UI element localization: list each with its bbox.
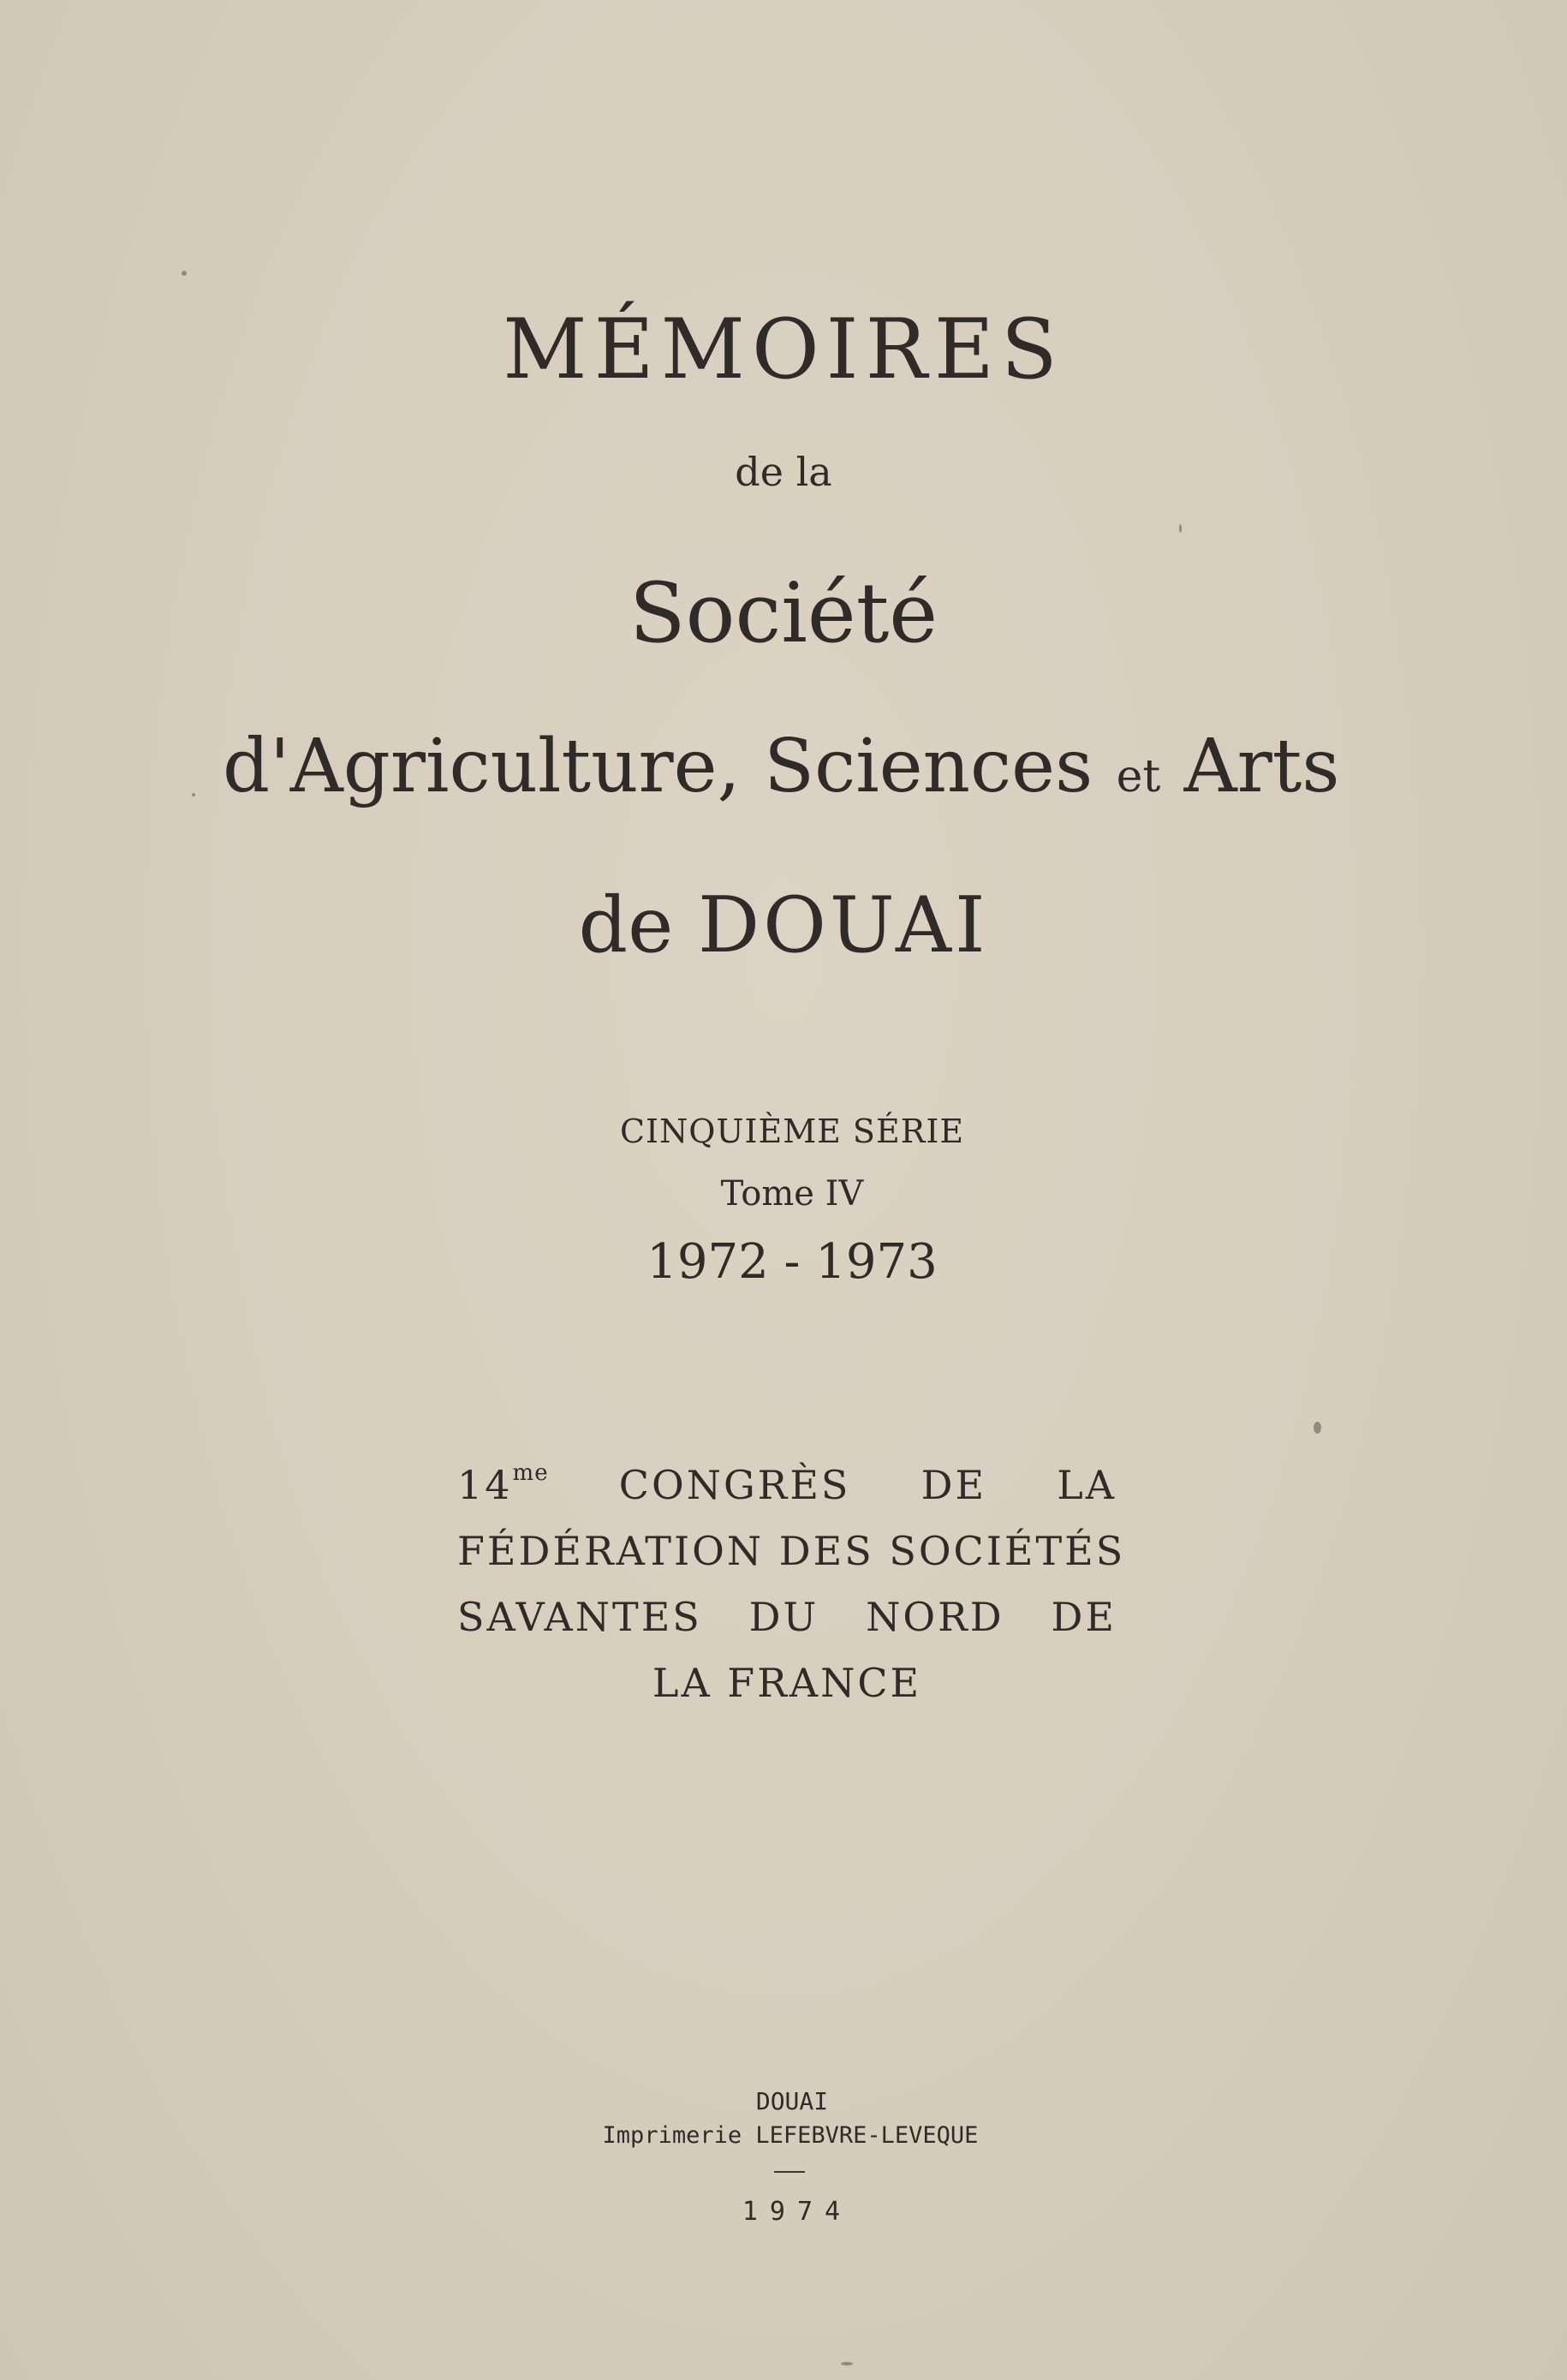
paper-speck <box>841 2362 853 2365</box>
society-fields <box>223 724 1370 809</box>
city-preposition: de <box>578 880 674 970</box>
cover-title: MÉMOIRES <box>503 301 1064 397</box>
city-name: DOUAI <box>697 880 989 970</box>
congress-line-3: SAVANTES DU NORD DE <box>457 1594 1117 1640</box>
volume-years: 1972 - 1973 <box>646 1234 938 1290</box>
paper-speck <box>182 271 187 276</box>
congress-ordinal-suffix: me <box>512 1460 549 1486</box>
series-label: CINQUIÈME SÉRIE <box>619 1112 965 1150</box>
society-name: Société <box>629 565 938 661</box>
imprint-year: 1974 <box>742 2197 853 2227</box>
imprint-city: DOUAI <box>755 2087 829 2115</box>
congress-heading <box>457 1452 1126 1716</box>
society-fields-part1: d'Agriculture, Sciences <box>223 724 1093 809</box>
society-fields-et: et <box>1116 751 1161 802</box>
congress-line-1-text: CONGRÈS DE LA <box>618 1462 1117 1508</box>
imprint-divider <box>774 2171 805 2173</box>
paper-speck <box>1314 1422 1321 1434</box>
congress-line-4: LA FRANCE <box>652 1660 922 1706</box>
congress-number: $14^{me}$ <box>457 1460 549 1508</box>
volume-label: Tome IV <box>720 1174 864 1214</box>
imprint-printer: Imprimerie LEFEBVRE-LEVEQUE <box>602 2122 979 2149</box>
society-fields-part2: Arts <box>1183 724 1340 809</box>
congress-line-1 <box>457 1452 1117 1518</box>
paper-speck <box>192 793 195 796</box>
congress-line-2: FÉDÉRATION DES SOCIÉTÉS <box>457 1528 1126 1574</box>
paper-speck <box>1179 524 1182 533</box>
society-city <box>0 880 1567 970</box>
title-connector: de la <box>735 449 832 495</box>
